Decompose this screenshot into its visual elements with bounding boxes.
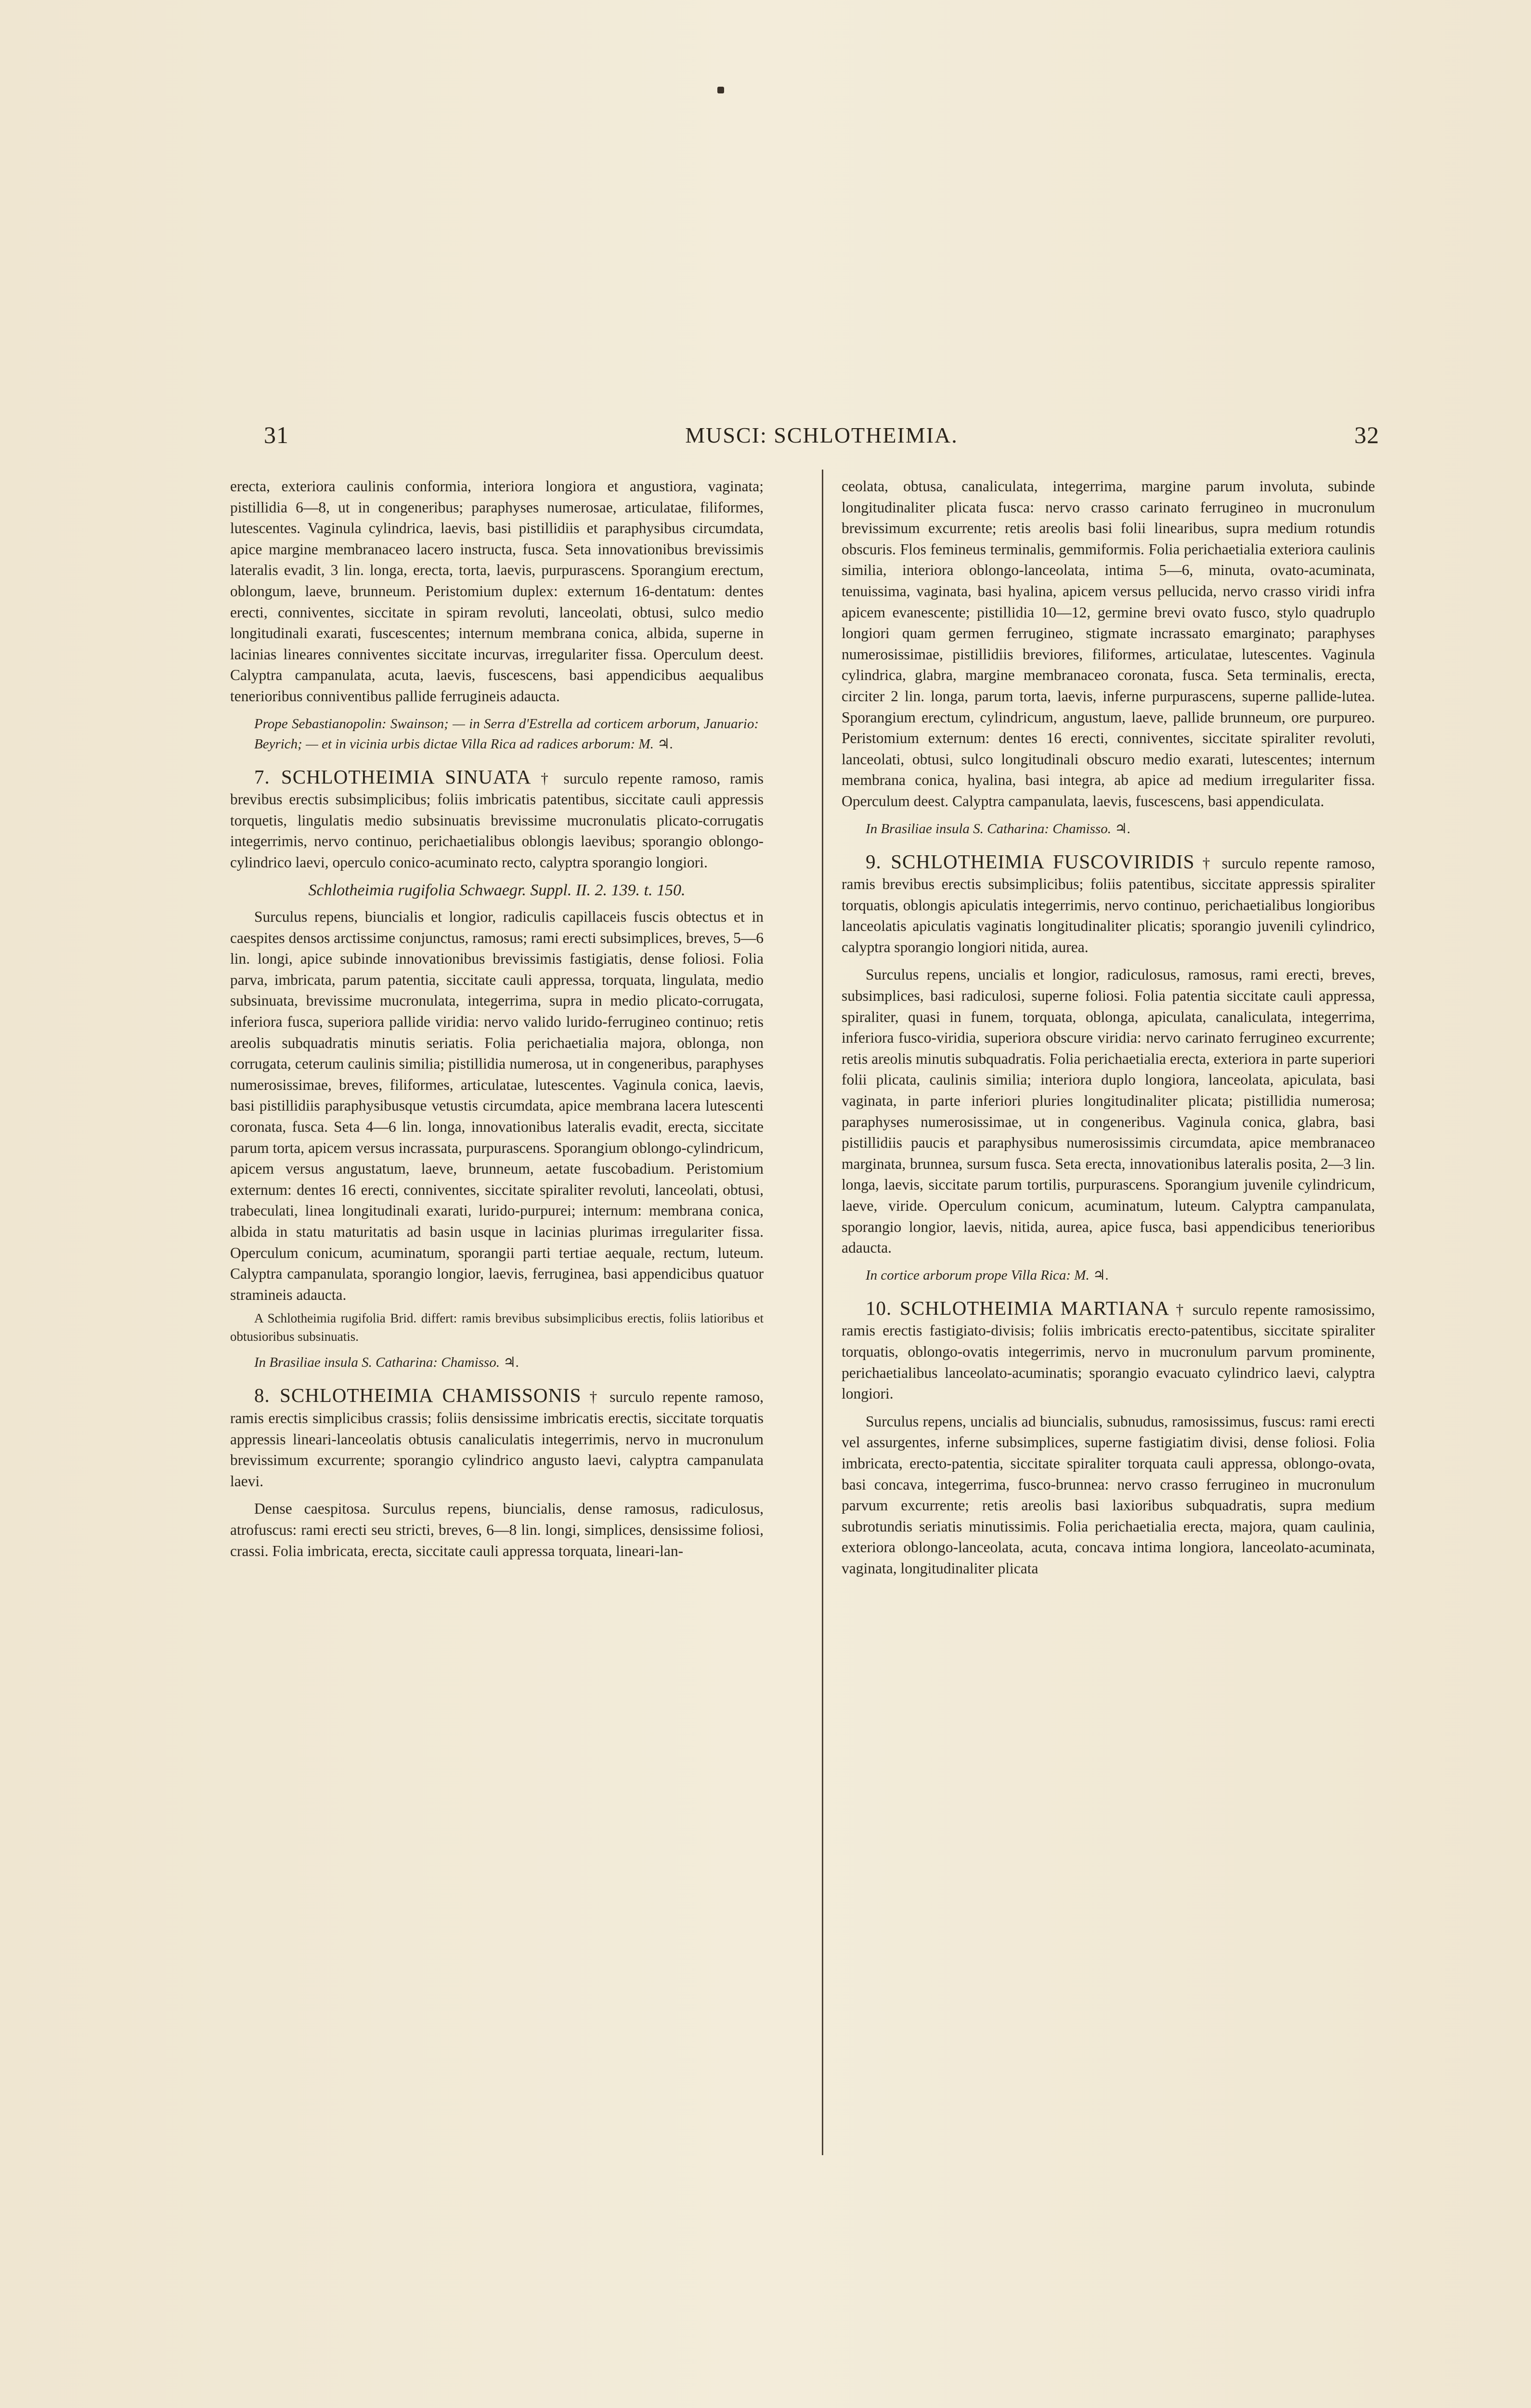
species-10-name: 10. SCHLOTHEIMIA MARTIANA [866, 1296, 1170, 1319]
species-7-note: A Schlotheimia rugifolia Brid. differt: ramis brevibus subsimplicibus erectis, foliis latioribus et obtusioribus subsinuatis. [230, 1311, 764, 1344]
species-7-locality: In Brasiliae insula S. Catharina: Chamisso. ♃. [254, 1355, 519, 1371]
page-number-right: 32 [1354, 421, 1379, 448]
species-7-diagnosis [230, 767, 764, 873]
species-9-locality: In cortice arborum prope Villa Rica: M. ♃. [866, 1267, 1109, 1283]
species-10-diagnosis-text: † surculo repente ramosissimo, ramis erectis fastigiato-divisis; foliis imbricatis erecto-patentibus, siccitate spiraliter torquatis, oblongo-ovatis integerrimis, nervo in mucronulum parvum prominente, perichaetialibus lanceolato-acuminatis; sporangio evacuato cylindrico laevi, calyptra longiori. [842, 1301, 1375, 1402]
species-8-description-continued: ceolata, obtusa, canaliculata, integerrima, margine parum involuta, subinde longitudinaliter plicata fusca: nervo crasso carinato ferrugineo in mucronulum brevissimum excurrente; retis areolis basi folii linearibus, supra medium rotundis obscuris. Flos femineus terminalis, gemmiformis. Folia perichaetialia exteriora caulinis similia, interiora oblongo-lanceolata, intima 5—6, minuta, ovato-acuminata, tenuissima, vaginata, basi hyalina, apicem versus pellucida, nervo crasso viridi infra apicem evanescente; pistillidia 10—12, germine brevi ovato fusco, stylo quadruplo longiori quam germen ferrugineo, stigmate incrassato emarginato; paraphyses numerosissimae, pistillidiis breviores, filiformes, articulatae, lutescentes. Vaginula cylindrica, glabra, margine membranaceo coronata, fusca. Seta terminalis, erecta, circiter 2 lin. longa, parum torta, laevis, inferne purpurascens, superne pallide-lutea. Sporangium erectum, cylindricum, angustum, laeve, pallide brunneum, ore purpureo. Peristomium externum: dentes 16 erecti, conniventes, siccitate spiraliter revoluti, lanceolati, obtusi, sulco longitudinali obscuro medio exarati, lutescentes; internum membrana conica, hyalina, basi integra, ab apice ad medium irregulariter fissa. Operculum deest. Calyptra campanulata, laevis, fuscescens, basi appendiculata. [842, 478, 1375, 810]
locality-note: Prope Sebastianopolin: Swainson; — in Serra d'Estrella ad corticem arborum, Januario: Beyrich; — et in vicinia urbis dictae Villa Rica ad radices arborum: M. ♃. [254, 716, 759, 752]
running-title: MUSCI: SCHLOTHEIMIA. [685, 422, 958, 447]
species-8-name: 8. SCHLOTHEIMIA CHAMISSONIS [254, 1384, 582, 1407]
species-7-synonym: Schlotheimia rugifolia Schwaegr. Suppl. II. 2. 139. t. 150. [308, 881, 686, 899]
column-divider [822, 470, 823, 2155]
species-9-description: Surculus repens, uncialis et longior, radiculosus, ramosus, rami erecti, breves, subsimplices, basi radiculosi, superne foliosi. Folia patentia siccitate cauli appressa, spiraliter, quasi in funem, torquata, oblonga, apiculata, canaliculata, integerrima, inferiora fusco-viridia, superiora obscure viridia: nervo carinato ferrugineo excurrente; retis areolis minutis subquadratis. Folia perichaetialia erecta, exteriora in parte superiori folii plicata, caulinis similia; interiora duplo longiora, lanceolata, apiculata, basi vaginata, in parte inferiori pluries longitudinaliter plicata; pistillidia numerosa; paraphyses numerosissimae, ut in congeneribus. Vaginula conica, glabra, basi pistillidiis paucis et paraphysibus numerosissimis circumdata, apice membranaceo marginata, brunnea, sursum fusca. Seta erecta, innovationibus lateralis posita, 2—3 lin. longa, laevis, siccitate parum tortilis, purpurascens. Sporangium juvenile cylindricum, laeve, viride. Operculum conicum, acuminatum, luteum. Calyptra campanulata, sporangio longior, laevis, nitida, aurea, apice fusca, basi appendicibus tenerioribus adaucta. [842, 966, 1375, 1256]
left-column [230, 476, 764, 1561]
species-8-diagnosis [230, 1385, 764, 1492]
page-number-left: 31 [264, 421, 289, 448]
ink-speck [717, 87, 724, 93]
species-10-description: Surculus repens, uncialis ad biuncialis, subnudus, ramosissimus, fuscus: rami erecti vel assurgentes, inferne subsimplices, superne fastigiatim divisi, dense foliosi. Folia imbricata, erecto-patentia, siccitate spiraliter torquata cauli appressa, oblongo-ovata, basi concava, integerrima, fusco-brunnea: nervo crasso ferrugineo in mucronulum parvum excurrente; retis areolis basi laxioribus subquadratis, supra medium subrotundis seriatis minutissimis. Folia perichaetialia erecta, majora, quam caulinia, exteriora oblongo-lanceolata, acuta, concava intima longiora, lanceolato-acuminata, vaginata, longitudinaliter plicata [842, 1413, 1375, 1577]
species-8-description: Dense caespitosa. Surculus repens, biuncialis, dense ramosus, radiculosus, atrofuscus: rami erecti seu stricti, breves, 6—8 lin. longi, simplices, densissime foliosi, crassi. Folia imbricata, erecta, siccitate cauli appressa torquata, lineari-lan- [230, 1500, 764, 1559]
species-9-diagnosis-text: † surculo repente ramoso, ramis brevibus erectis subsimplicibus; foliis patentibus, siccitate appressis spiraliter torquatis, oblongis apiculatis integerrimis, nervo continuo, perichaetialibus longioribus lanceolatis apiculatis vaginatis longitudinaliter plicatis; sporangio juvenili cylindrico, calyptra sporangio longiori nitida, aurea. [842, 854, 1375, 955]
species-10-diagnosis [842, 1298, 1375, 1404]
species-7-description: Surculus repens, biuncialis et longior, radiculis capillaceis fuscis obtectus et in caespites densos arctissime conjunctus, ramosus; rami erecti subsimplices, breves, 5—6 lin. longi, apice subinde innovationibus brevissimis fastigiatis, dense foliosi. Folia parva, imbricata, parum patentia, siccitate cauli appressa, torquata, lingulata, medio subsinuata, brevissime mucronulata, integerrima, supra in medio plicato-corrugata, inferiora fusca, superiora pallide viridia: nervo valido lurido-ferrugineo continuo; retis areolis subquadratis minutis seriatis. Folia perichaetialia majora, oblonga, non corrugata, ceterum caulinis similia; pistillidia numerosa, ut in congeneribus, paraphyses numerosissimae, breves, filiformes, articulatae, lutescentes. Vaginula conica, laevis, basi pistillidiis paraphysibusque vetustis circumdata, apice membrana lacera lutescenti coronata, fusca. Seta 4—6 lin. longa, innovationibus lateralis evadit, erecta, siccitate parum torta, apicem versus incrassata, purpurascens. Sporangium oblongo-cylindricum, apicem versus angustatum, laeve, brunneum, aetate fuscobadium. Peristomium externum: dentes 16 erecti, conniventes, siccitate spiraliter revoluti, lanceolati, obtusi, trabeculati, linea longitudinali exarati, lurido-purpurei; internum: membrana conica, albida in statu maturitatis ad basin usque in lacinias plurimas irregulariter fissa. Operculum conicum, acuminatum, sporangii parti tertiae aequale, rectum, luteum. Calyptra campanulata, sporangio longior, laevis, ferruginea, basi appendicibus quatuor stramineis adaucta. [230, 908, 764, 1303]
species-8-diagnosis-text: † surculo repente ramoso, ramis erectis simplicibus crassis; foliis densissime imbricatis erectis, siccitate torquatis appressis lineari-lanceolatis obtusis canaliculatis integerrimis, nervo in mucronulum brevissimum excurrente; sporangio cylindrico angusto laevi, calyptra campanulata laevi. [230, 1388, 764, 1490]
species-8-locality: In Brasiliae insula S. Catharina: Chamisso. ♃. [866, 821, 1131, 837]
running-header [264, 418, 1379, 452]
species-7-name: 7. SCHLOTHEIMIA SINUATA [254, 765, 532, 788]
species-9-diagnosis [842, 851, 1375, 958]
species-9-name: 9. SCHLOTHEIMIA FUSCOVIRIDIS [866, 850, 1195, 873]
right-column [842, 476, 1375, 1579]
paragraph-continuation: erecta, exteriora caulinis conformia, interiora longiora et angustiora, vaginata; pistillidia 6—8, ut in congeneribus; paraphyses numerosae, articulatae, filiformes, lutescentes. Vaginula cylindrica, laevis, basi pistillidiis et paraphysibus circumdata, apice margine membranaceo lacero instructa, fusca. Seta innovationibus brevissimis lateralis evadit, 3 lin. longa, erecta, torta, laevis, purpurascens. Sporangium erectum, oblongum, laeve, brunneum. Peristomium duplex: externum 16-dentatum: dentes erecti, conniventes, siccitate in spiram revoluti, lanceolati, obtusi, sulco medio longitudinali exarati, fuscescentes; internum membrana conica, albida, superne in lacinias lineares conniventes siccitate incurvas, irregulariter fissa. Operculum deest. Calyptra campanulata, acuta, laevis, fuscescens, basi appendicibus aequalibus tenerioribus conniventibus pallide ferrugineis adaucta. [230, 478, 764, 705]
species-7-diagnosis-text: † surculo repente ramoso, ramis brevibus erectis subsimplicibus; foliis imbricatis patentibus, siccitate cauli appressis torquetis, lingulatis medio subsinuatis brevissime mucronulatis plicato-corrugatis integerrimis, nervo continuo, perichaetialibus oblongis laevibus; sporangio oblongo-cylindrico laevi, operculo conico-acuminato recto, calyptra sporangio longiori. [230, 770, 764, 871]
